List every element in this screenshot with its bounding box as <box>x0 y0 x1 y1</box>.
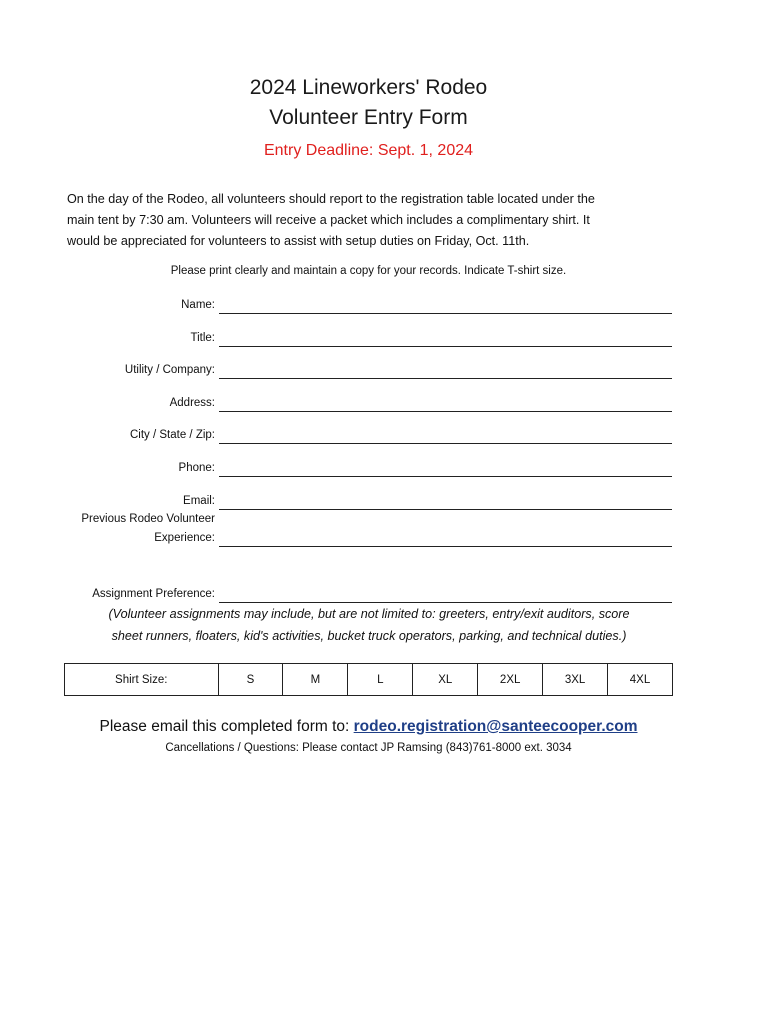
title-field[interactable] <box>219 346 672 347</box>
assignment-preference-label: Assignment Preference: <box>92 588 215 600</box>
shirt-size-l[interactable]: L <box>347 664 412 695</box>
email-label: Email: <box>183 495 215 507</box>
email-field[interactable] <box>219 509 672 510</box>
experience-label-line1: Previous Rodeo Volunteer <box>81 513 215 525</box>
assignment-note-line: (Volunteer assignments may include, but are not limited to: greeters, entry/exit auditors, score <box>108 607 630 621</box>
shirt-size-3xl[interactable]: 3XL <box>542 664 607 695</box>
shirt-size-label: Shirt Size: <box>115 673 168 686</box>
form-title-line1: 2024 Lineworkers' Rodeo <box>249 76 488 99</box>
print-instructions: Please print clearly and maintain a copy for your records. Indicate T-shirt size. <box>170 265 567 277</box>
assignment-note-line: sheet runners, floaters, kid's activities, bucket truck operators, parking, and technical duties.) <box>111 629 627 643</box>
utility-company-field[interactable] <box>219 378 672 379</box>
assignment-note <box>50 603 688 647</box>
name-label: Name: <box>181 299 215 311</box>
form-title-line2: Volunteer Entry Form <box>269 106 468 129</box>
title-label: Title: <box>190 332 215 344</box>
intro-line: would be appreciated for volunteers to assist with setup duties on Friday, Oct. 11th. <box>67 234 530 248</box>
experience-label-line2: Experience: <box>154 532 215 544</box>
city-state-zip-field[interactable] <box>219 443 672 444</box>
shirt-size-2xl[interactable]: 2XL <box>477 664 542 695</box>
address-label: Address: <box>169 397 215 409</box>
contact-info: Cancellations / Questions: Please contact JP Ramsing (843)761-8000 ext. 3034 <box>165 742 572 754</box>
email-prompt: Please email this completed form to: <box>99 718 354 735</box>
name-field[interactable] <box>219 313 672 314</box>
address-field[interactable] <box>219 411 672 412</box>
phone-label: Phone: <box>178 462 215 474</box>
city-state-zip-label: City / State / Zip: <box>130 429 215 441</box>
utility-company-label: Utility / Company: <box>124 364 215 376</box>
email-instructions <box>0 716 737 738</box>
email-link[interactable]: rodeo.registration@santeecooper.com <box>353 718 638 735</box>
intro-paragraph <box>67 189 672 252</box>
shirt-size-s[interactable]: S <box>218 664 283 695</box>
intro-line: main tent by 7:30 am. Volunteers will receive a packet which includes a complimentary shirt. It <box>67 213 590 227</box>
shirt-size-xl[interactable]: XL <box>412 664 477 695</box>
shirt-size-m[interactable]: M <box>282 664 347 695</box>
shirt-size-table <box>64 663 673 696</box>
phone-field[interactable] <box>219 476 672 477</box>
entry-deadline: Entry Deadline: Sept. 1, 2024 <box>263 142 474 159</box>
shirt-size-4xl[interactable]: 4XL <box>607 664 672 695</box>
experience-field[interactable] <box>219 546 672 547</box>
intro-line: On the day of the Rodeo, all volunteers should report to the registration table located under the <box>67 192 595 206</box>
